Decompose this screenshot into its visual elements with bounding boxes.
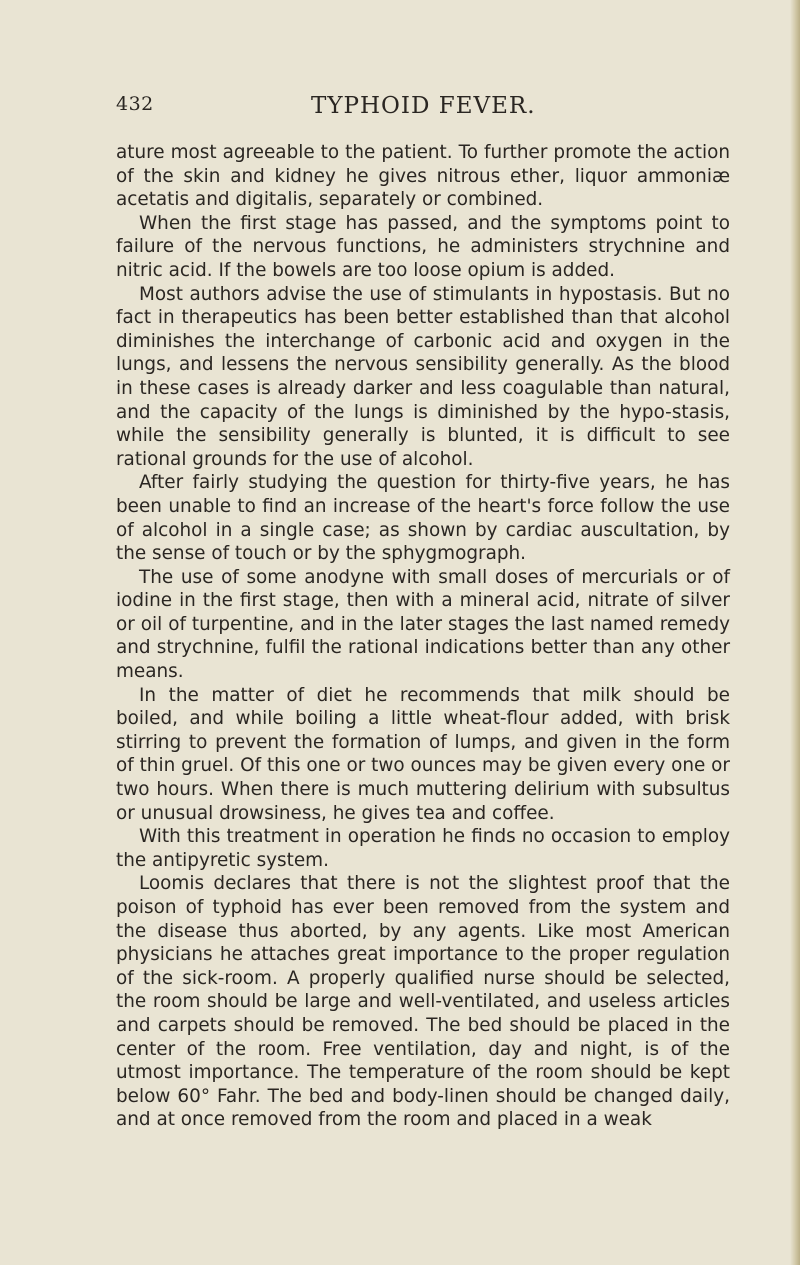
paragraph: Most authors advise the use of stimulants in hypostasis. But no fact in therapeutics has been better established than that alcohol diminishes the interchange of carbonic acid and oxygen in the lungs, and lessens the nervous sensibility generally. As the blood in these cases is already darker and less coagulable than natural, and the capacity of the lungs is diminished by the hypo-stasis, while the sensibility generally is blunted, it is difficult to see rational grounds for the use of alcohol. xyxy=(116,283,730,470)
page-header xyxy=(116,93,730,123)
paragraph: When the first stage has passed, and the symptoms point to failure of the nervous functions, he administers strychnine and nitric acid. If the bowels are too loose opium is added. xyxy=(116,212,730,281)
paragraph: With this treatment in operation he finds no occasion to employ the antipyretic system. xyxy=(116,826,730,871)
page-edge-shadow xyxy=(790,0,800,1265)
body-text xyxy=(116,141,730,1132)
paragraph: Loomis declares that there is not the slightest proof that the poison of typhoid has ever been removed from the system and the disease thus aborted, by any agents. Like most American physicians he attaches great importance to the proper regulation of the sick-room. A properly qualified nurse should be selected, the room should be large and well-ventilated, and useless articles and carpets should be removed. The bed should be placed in the center of the room. Free ventilation, day and night, is of the utmost importance. The temperature of the room should be kept below 60° Fahr. The bed and body-linen should be changed daily, and at once removed from the room and placed in a weak xyxy=(116,873,730,1131)
paragraph: The use of some anodyne with small doses of mercurials or of iodine in the first stage, then with a mineral acid, nitrate of silver or oil of turpentine, and in the later stages the last named remedy and strychnine, fulfil the rational indications better than any other means. xyxy=(116,566,730,683)
page-number: 432 xyxy=(116,93,154,115)
paragraph: ature most agreeable to the patient. To further promote the action of the skin and kidney he gives nitrous ether, liquor ammoniæ acetatis and digitalis, separately or combined. xyxy=(116,142,730,211)
paragraph: After fairly studying the question for thirty-five years, he has been unable to find an increase of the heart's force follow the use of alcohol in a single case; as shown by cardiac auscultation, by the sense of touch or by the sphygmograph. xyxy=(116,472,730,565)
paragraph: In the matter of diet he recommends that milk should be boiled, and while boiling a little wheat-flour added, with brisk stirring to prevent the formation of lumps, and given in the form of thin gruel. Of this one or two ounces may be given every one or two hours. When there is much muttering delirium with subsultus or unusual drowsiness, he gives tea and coffee. xyxy=(116,684,730,824)
running-head: TYPHOID FEVER. xyxy=(311,93,536,119)
